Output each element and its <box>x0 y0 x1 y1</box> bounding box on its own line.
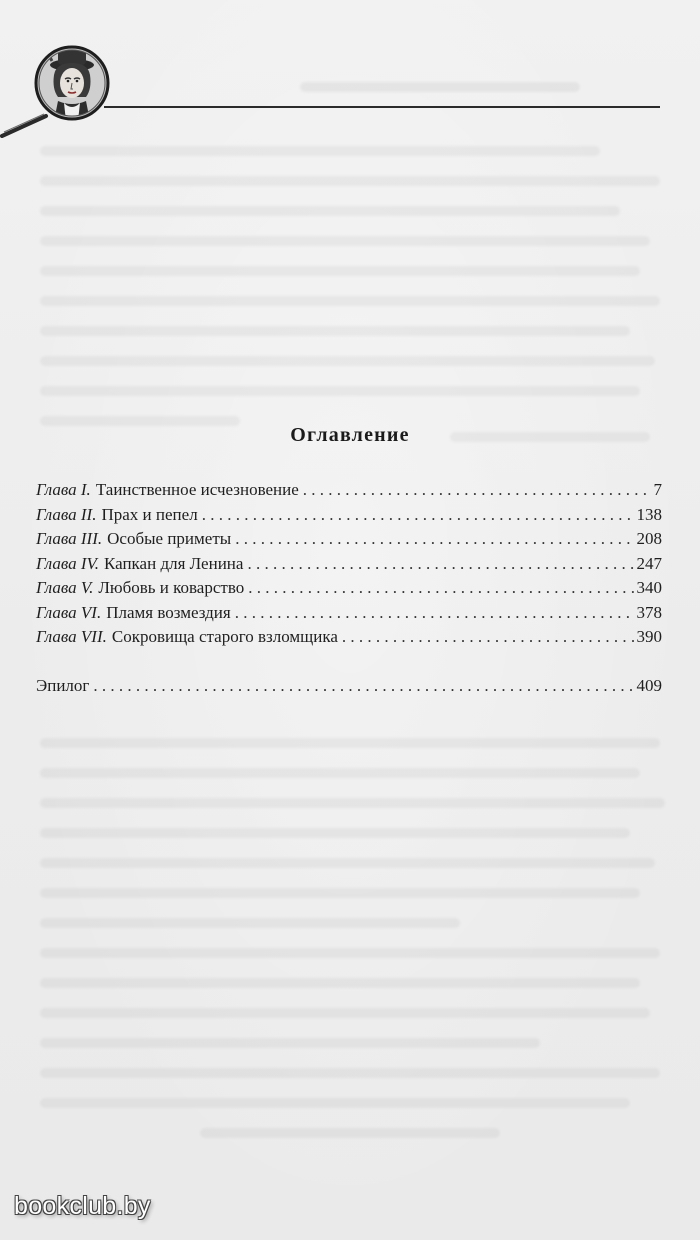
header-rule <box>104 106 660 108</box>
chapter-label: Глава IV. <box>36 553 100 573</box>
dot-leader <box>303 478 652 503</box>
chapter-label: Глава I. <box>36 480 91 499</box>
dot-leader <box>93 674 634 699</box>
chapter-title: Прах и пепел <box>101 504 198 524</box>
chapter-label: Глава V. <box>36 578 94 597</box>
chapter-label: Глава VI. <box>36 602 102 622</box>
toc-entry-chapter-4 <box>36 552 662 577</box>
toc-entry-chapter-7 <box>36 625 662 650</box>
dot-leader <box>235 601 635 626</box>
dot-leader <box>247 552 634 577</box>
dot-leader <box>248 576 634 601</box>
dot-leader <box>235 527 634 552</box>
toc-entry-chapter-5 <box>36 576 662 601</box>
toc-heading: Оглавление <box>290 424 410 446</box>
page-number: 409 <box>636 675 662 695</box>
page-number: 340 <box>636 578 662 597</box>
toc-entry-chapter-2 <box>36 503 662 528</box>
chapter-title: Капкан для Ленина <box>104 553 244 573</box>
page-number: 208 <box>636 529 662 548</box>
site-watermark: bookclub.by <box>14 1192 151 1220</box>
chapter-title: Любовь и коварство <box>98 578 245 597</box>
toc-entry-epilogue <box>36 674 662 699</box>
lady-portrait-medallion-icon <box>34 45 110 121</box>
page-number: 390 <box>636 627 662 646</box>
toc-entry-chapter-6 <box>36 601 662 626</box>
table-of-contents <box>36 478 662 698</box>
chapter-title: Особые приметы <box>107 529 232 548</box>
epilogue-title: Эпилог <box>36 675 90 695</box>
toc-entry-chapter-3 <box>36 527 662 552</box>
chapter-title: Сокровища старого взломщика <box>111 627 338 646</box>
chapter-label: Глава II. <box>36 504 97 524</box>
chapter-title: Пламя возмездия <box>106 602 231 622</box>
page-number: 247 <box>636 553 662 573</box>
chapter-title: Таинственное исчезновение <box>95 480 299 499</box>
chapter-label: Глава III. <box>36 529 103 548</box>
toc-entry-chapter-1 <box>36 478 662 503</box>
page-number: 378 <box>636 602 662 622</box>
dot-leader <box>342 625 635 650</box>
dot-leader <box>202 503 635 528</box>
page-number: 138 <box>636 504 662 524</box>
page-number: 7 <box>653 480 662 499</box>
chapter-label: Глава VII. <box>36 627 107 646</box>
running-head-shadow <box>300 82 580 92</box>
